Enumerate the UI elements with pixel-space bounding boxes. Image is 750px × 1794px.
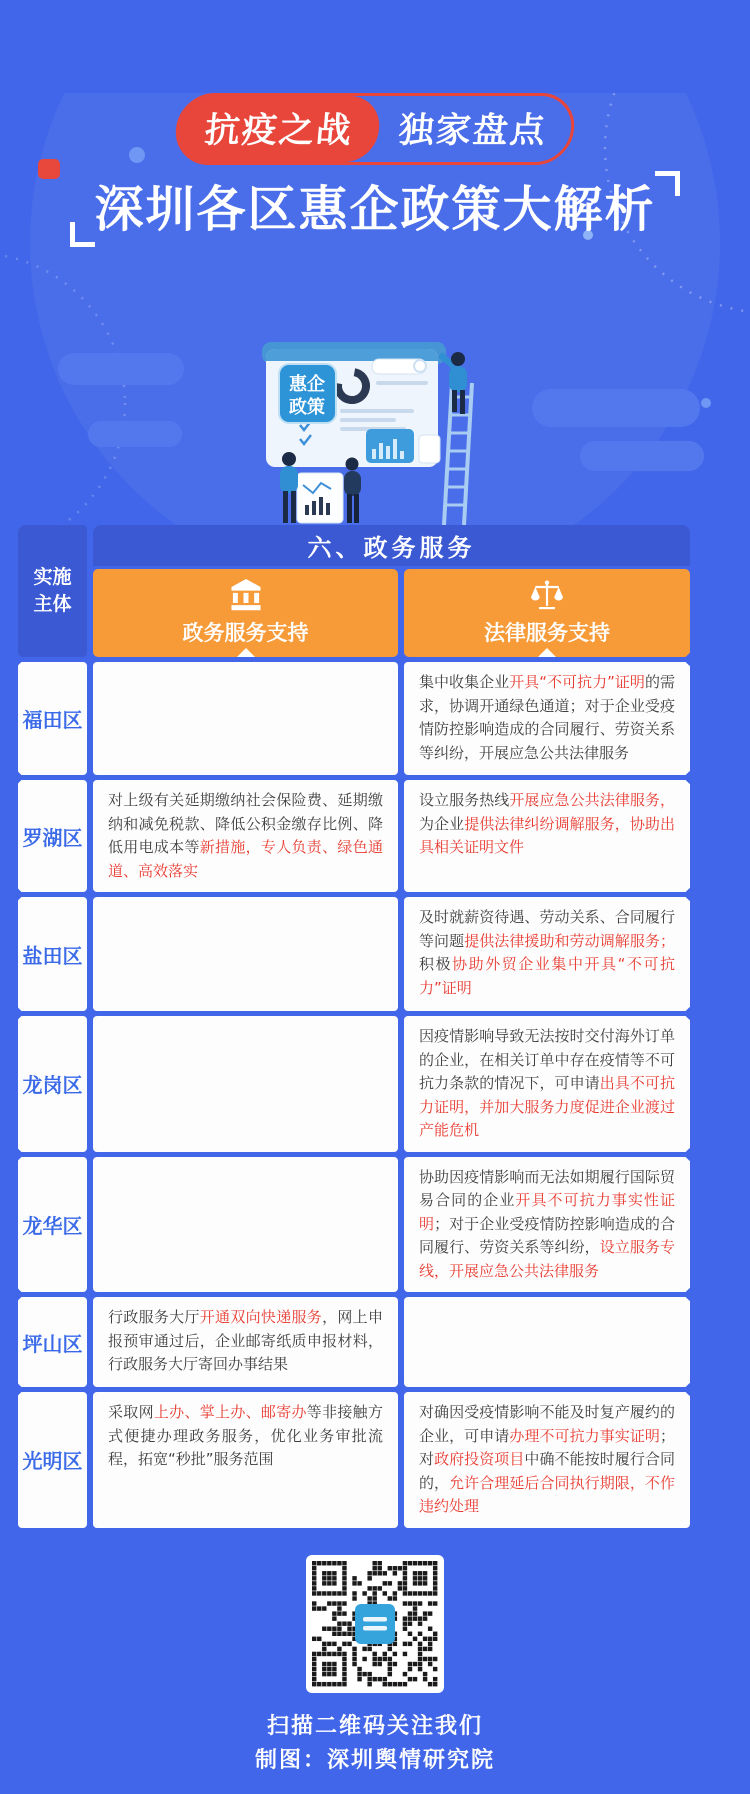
dot-decoration [701,398,711,408]
section-title: 六、政务服务 [93,525,690,566]
cloud-decoration [532,389,700,427]
cloud-decoration [58,353,184,385]
district-label: 盐田区 [18,897,87,1011]
policy-table [18,525,690,1528]
gov-service-cell [93,897,398,1011]
district-label: 罗湖区 [18,780,87,892]
table-row [18,1016,690,1152]
huiqi-badge [279,364,336,423]
table-row [18,662,690,775]
corner-header-line1: 实施 [33,566,72,588]
header-notch [538,648,556,657]
table-rows [18,662,690,1528]
table-row [18,1297,690,1387]
credit-text: 制图：深圳舆情研究院 [254,1748,495,1773]
dashboard-illustration [262,342,446,467]
column-header-gov-label: 政务服务支持 [182,621,309,645]
dot-decoration [129,147,145,163]
cloud-decoration [580,441,704,471]
qr-code [306,1555,444,1693]
legal-service-cell: 设立服务热线开展应急公共法律服务，为企业提供法律纠纷调解服务，协助出具相关证明文件 [404,780,690,892]
gov-service-cell: 采取网上办、掌上办、邮寄办等非接触方式便捷办理政务服务，优化业务审批流程，拓宽“秒批”服务范围 [93,1392,398,1528]
gov-service-cell [93,662,398,775]
gov-service-cell [93,1016,398,1152]
table-row [18,780,690,892]
district-label: 光明区 [18,1392,87,1528]
page-title: 深圳各区惠企政策大解析 [86,181,663,239]
corner-header [18,525,87,657]
district-label: 龙华区 [18,1157,87,1293]
gov-service-cell: 行政服务大厅开通双向快递服务，网上申报预审通过后，企业邮寄纸质申报材料，行政服务大厅寄回办事结果 [93,1297,398,1387]
district-label: 福田区 [18,662,87,775]
cloud-decoration [88,421,182,447]
table-row [18,1157,690,1293]
scales-icon [529,579,565,611]
legal-service-cell: 及时就薪资待遇、劳动关系、合同履行等问题提供法律援助和劳动调解服务；积极协助外贸企业集中开具“不可抗力”证明 [404,897,690,1011]
gov-service-cell [93,1157,398,1293]
district-label: 坪山区 [18,1297,87,1387]
title-badge [173,93,577,165]
column-header-gov [93,569,398,657]
qr-pattern [306,1555,444,1693]
title-badge-left: 抗疫之战 [176,96,382,162]
scan-tip-text: 扫描二维码关注我们 [266,1714,483,1739]
legal-service-cell [404,1297,690,1387]
header-notch [237,648,255,657]
title-badge-right: 独家盘点 [397,111,549,151]
red-square-decoration [38,159,60,179]
district-label: 龙岗区 [18,1016,87,1152]
legal-service-cell: 因疫情影响导致无法按时交付海外订单的企业，在相关订单中存在疫情等不可抗力条款的情况下，可申请出具不可抗力证明，并加大服务力度促进企业渡过产能危机 [404,1016,690,1152]
legal-service-cell: 集中收集企业开具“不可抗力”证明的需求，协调开通绿色通道；对于企业受疫情防控影响造成的合同履行、劳资关系等纠纷，开展应急公共法律服务 [404,662,690,775]
gov-service-cell: 对上级有关延期缴纳社会保险费、延期缴纳和减免税款、降低公积金缴存比例、降低用电成本等新措施，专人负责、绿色通道、高效落实 [93,780,398,892]
qr-center-logo [355,1604,395,1644]
table-row [18,1392,690,1528]
huiqi-badge-line2: 政策 [289,397,325,418]
column-header-row [93,569,690,657]
corner-header-line2: 主体 [33,593,72,615]
column-header-legal [404,569,690,657]
legal-service-cell: 协助因疫情影响而无法如期履行国际贸易合同的企业开具不可抗力事实性证明；对于企业受疫情防控影响造成的合同履行、劳资关系等纠纷，设立服务专线，开展应急公共法律服务 [404,1157,690,1293]
huiqi-badge-line1: 惠企 [289,374,325,395]
table-row [18,897,690,1011]
bank-icon [228,579,264,611]
legal-service-cell: 对确因受疫情影响不能及时复产履约的企业，可申请办理不可抗力事实证明；对政府投资项目中确不能按时履行合同的，允许合理延后合同执行期限，不作违约处理 [404,1392,690,1528]
column-header-legal-label: 法律服务支持 [484,621,610,645]
